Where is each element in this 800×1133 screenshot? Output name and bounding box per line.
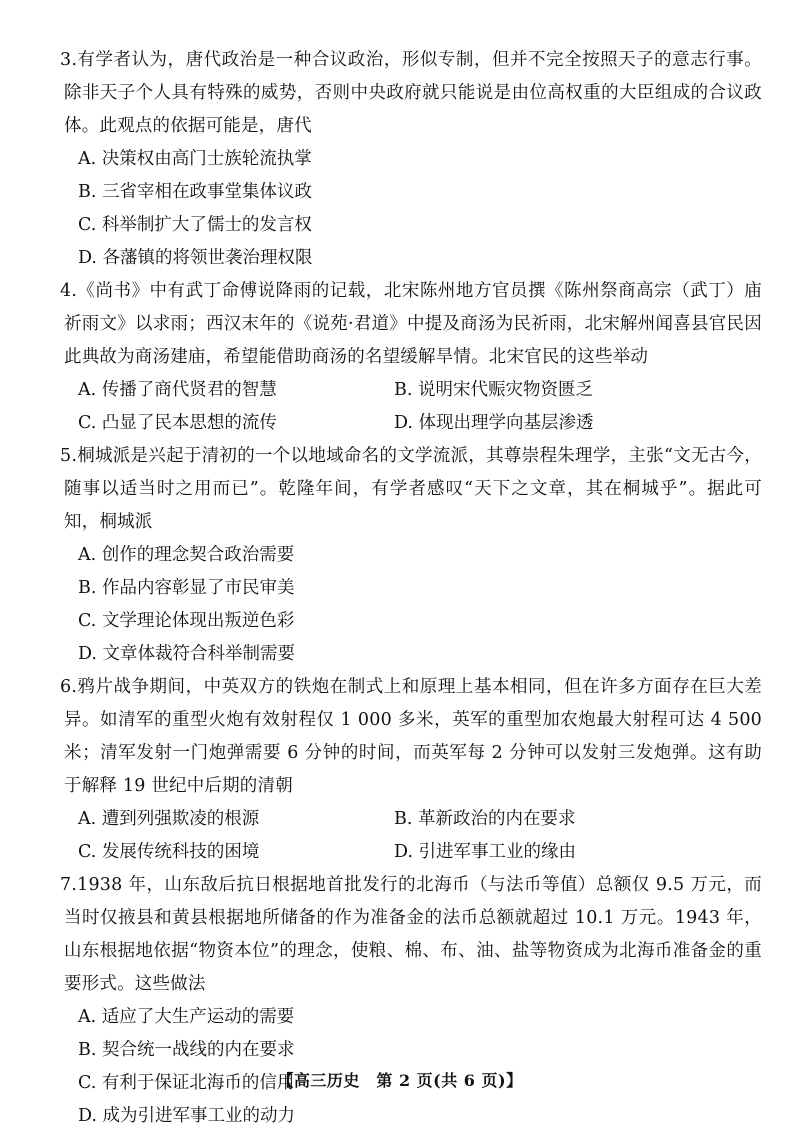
- page-footer: 【高三历史 第 2 页(共 6 页)】: [277, 1071, 523, 1090]
- option-list: [64, 803, 762, 869]
- option-d[interactable]: D. 成为引进军事工业的动力: [78, 1106, 296, 1126]
- question-3: [60, 44, 762, 275]
- question-number: 6.: [60, 677, 78, 697]
- option-b[interactable]: B. 革新政治的内在要求: [394, 809, 576, 829]
- question-stem: [60, 44, 762, 143]
- option-c[interactable]: C. 凸显了民本思想的流传: [78, 413, 277, 433]
- option-list: [64, 374, 762, 440]
- option-c[interactable]: C. 有利于保证北海币的信用: [78, 1073, 295, 1093]
- option-d[interactable]: D. 引进军事工业的缘由: [394, 842, 577, 862]
- option-d[interactable]: D. 文章体裁符合科举制需要: [78, 644, 296, 664]
- question-4: [60, 275, 762, 440]
- question-text: 鸦片战争期间，中英双方的铁炮在制式上和原理上基本相同，但在许多方面存在巨大差异。如清军的重型火炮有效射程仅 1 000 多米，英军的重型加农炮最大射程可达 4 500 米；清军发射一门炮弹需要 6 分钟的时间，而英军每 2 分钟可以发射三发炮弹。这有助于解释 19 世纪中后期的清朝: [64, 677, 762, 796]
- question-number: 3.: [60, 50, 78, 70]
- option-d[interactable]: D. 体现出理学向基层渗透: [394, 413, 594, 433]
- option-a[interactable]: A. 传播了商代贤君的智慧: [78, 380, 277, 400]
- question-text: 有学者认为，唐代政治是一种合议政治，形似专制，但并不完全按照天子的意志行事。除非天子个人具有特殊的威势，否则中央政府就只能说是由位高权重的大臣组成的合议政体。此观点的依据可能是，唐代: [64, 50, 762, 136]
- question-5: [60, 440, 762, 671]
- question-7: [60, 869, 762, 1133]
- option-b[interactable]: B. 说明宋代赈灾物资匮乏: [394, 380, 593, 400]
- option-a[interactable]: A. 决策权由高门士族轮流执掌: [78, 149, 312, 169]
- option-b[interactable]: B. 契合统一战线的内在要求: [78, 1040, 295, 1060]
- option-c[interactable]: C. 科举制扩大了儒士的发言权: [78, 215, 312, 235]
- question-text: 桐城派是兴起于清初的一个以地域命名的文学流派，其尊崇程朱理学，主张“文无古今，随事以适当时之用而已”。乾隆年间，有学者感叹“天下之文章，其在桐城乎”。据此可知，桐城派: [64, 446, 762, 532]
- question-text: 《尚书》中有武丁命傅说降雨的记载，北宋陈州地方官员撰《陈州祭商高宗（武丁）庙祈雨文》以求雨；西汉末年的《说苑·君道》中提及商汤为民祈雨，北宋解州闻喜县官民因此典故为商汤建庙，希望能借助商汤的名望缓解旱情。北宋官民的这些举动: [64, 281, 762, 367]
- option-b[interactable]: B. 作品内容彰显了市民审美: [78, 578, 295, 598]
- question-stem: [60, 440, 762, 539]
- option-b[interactable]: B. 三省宰相在政事堂集体议政: [78, 182, 312, 202]
- option-list: [64, 1001, 762, 1133]
- option-d[interactable]: D. 各藩镇的将领世袭治理权限: [78, 248, 313, 268]
- option-c[interactable]: C. 文学理论体现出叛逆色彩: [78, 611, 295, 631]
- question-number: 5.: [60, 446, 78, 466]
- question-stem: [60, 275, 762, 374]
- question-number: 4.: [60, 281, 78, 301]
- option-list: [64, 143, 762, 275]
- option-a[interactable]: A. 创作的理念契合政治需要: [78, 545, 295, 565]
- option-a[interactable]: A. 遭到列强欺凌的根源: [78, 809, 260, 829]
- question-text: 1938 年，山东敌后抗日根据地首批发行的北海币（与法币等值）总额仅 9.5 万元，而当时仅掖县和黄县根据地所储备的作为准备金的法币总额就超过 10.1 万元。1943 年，山东根据地依据“物资本位”的理念，使粮、棉、布、油、盐等物资成为北海币准备金的重要形式。这些做法: [64, 875, 762, 994]
- question-6: [60, 671, 762, 869]
- option-c[interactable]: C. 发展传统科技的困境: [78, 842, 260, 862]
- option-a[interactable]: A. 适应了大生产运动的需要: [78, 1007, 295, 1027]
- option-list: [64, 539, 762, 671]
- question-stem: [60, 671, 762, 803]
- question-stem: [60, 869, 762, 1001]
- question-number: 7.: [60, 875, 78, 895]
